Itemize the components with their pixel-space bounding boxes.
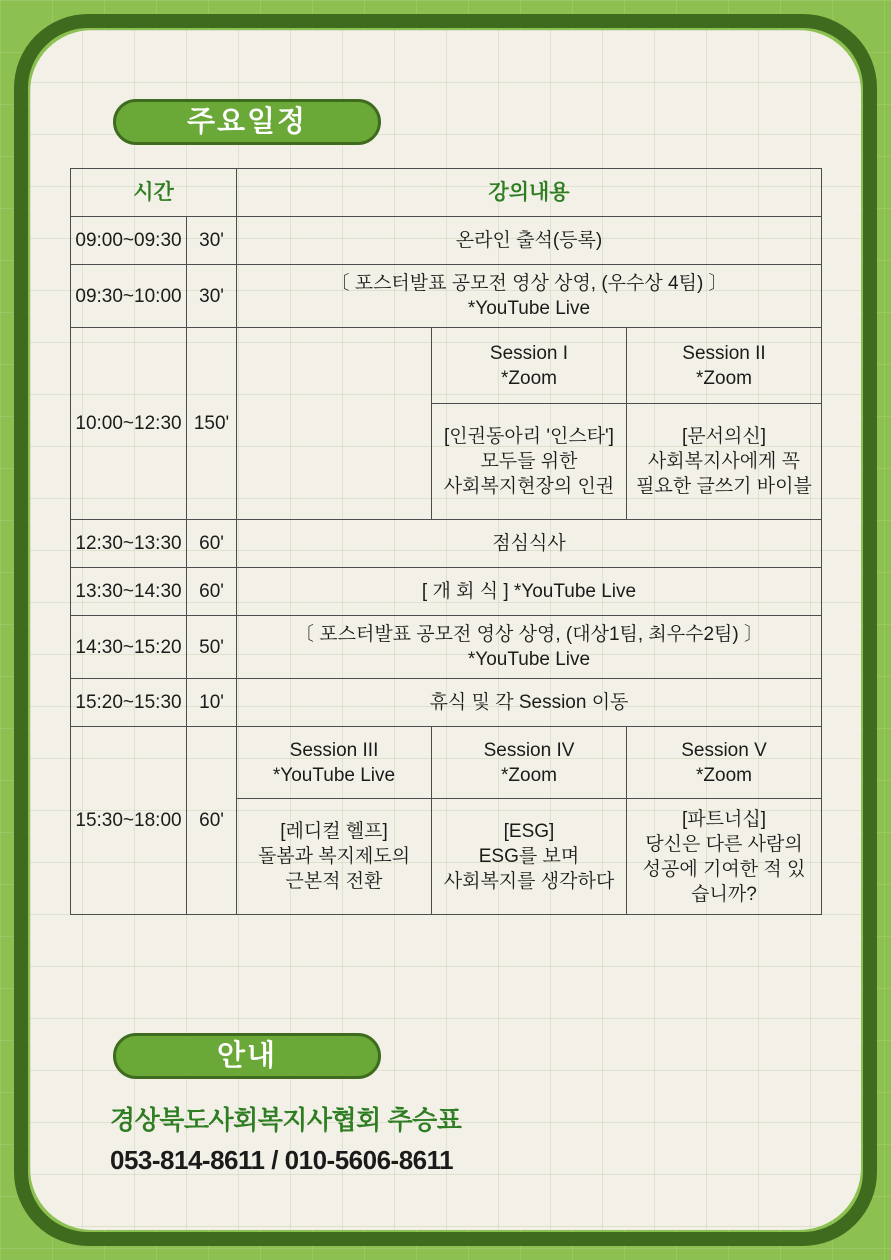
table-row	[71, 520, 822, 568]
row-content	[237, 616, 822, 679]
row-duration: 60'	[187, 520, 237, 568]
row-content: 온라인 출석(등록)	[237, 217, 822, 265]
row-time: 15:30~18:00	[71, 727, 187, 915]
table-header-content: 강의내용	[237, 169, 822, 217]
session-desc-line3: 습니까?	[691, 883, 757, 905]
row-time: 10:00~12:30	[71, 328, 187, 520]
table-row	[71, 217, 822, 265]
session-detail	[626, 404, 821, 520]
session-desc-line1: ESG를 보며	[478, 846, 580, 868]
row-time: 12:30~13:30	[71, 520, 187, 568]
session-title: [레디컬 헬프]	[280, 821, 388, 843]
row-time: 14:30~15:20	[71, 616, 187, 679]
session-title: [ESG]	[503, 821, 555, 843]
row-content	[237, 265, 822, 328]
session-detail	[432, 404, 627, 520]
row-content: [ 개 회 식 ] *YouTube Live	[237, 568, 822, 616]
session-header	[237, 727, 432, 799]
session-name: Session V	[681, 739, 767, 761]
session-detail	[237, 799, 432, 915]
session-desc-line2: 성공에 기여한 적 있	[642, 858, 806, 880]
session-platform: *Zoom	[696, 367, 752, 389]
session-desc-line1: 돌봄과 복지제도의	[257, 846, 411, 868]
session-title: [인권동아리 '인스타']	[444, 426, 614, 448]
section-heading-info: 안내	[113, 1033, 381, 1079]
session-header	[626, 727, 821, 799]
session-name: Session III	[289, 739, 379, 761]
section-heading-schedule: 주요일정	[113, 99, 381, 145]
contact-phone: 053-814-8611 / 010-5606-8611	[110, 1145, 454, 1175]
session-desc-line2: 필요한 글쓰기 바이블	[636, 476, 812, 498]
schedule-table	[70, 168, 822, 915]
row-duration: 30'	[187, 217, 237, 265]
session-platform: *YouTube Live	[272, 764, 396, 786]
session-desc-line1: 모두들 위한	[480, 451, 578, 473]
row-duration: 60'	[187, 727, 237, 915]
row-duration: 50'	[187, 616, 237, 679]
session-desc-line2: 사회복지현장의 인권	[443, 476, 615, 498]
session-header	[626, 328, 821, 404]
table-row	[71, 265, 822, 328]
row-content-line2: *YouTube Live	[467, 298, 591, 320]
table-header-time: 시간	[71, 169, 237, 217]
contact-name: 경상북도사회복지사협회 추승표	[110, 1105, 462, 1135]
row-content-line2: *YouTube Live	[467, 649, 591, 671]
session-header	[432, 328, 627, 404]
table-row	[71, 727, 822, 799]
row-duration: 60'	[187, 568, 237, 616]
session-desc-line1: 당신은 다른 사람의	[645, 833, 803, 855]
table-header-row	[71, 169, 822, 217]
session-title: [문서의신]	[682, 426, 766, 448]
table-row	[71, 328, 822, 404]
row-duration: 10'	[187, 679, 237, 727]
row-duration: 30'	[187, 265, 237, 328]
session-desc-line2: 사회복지를 생각하다	[443, 871, 615, 893]
row-content-line1: 〔 포스터발표 공모전 영상 상영, (대상1팀, 최우수2팀) 〕	[294, 624, 764, 646]
session-desc-line1: 사회복지사에게 꼭	[647, 451, 801, 473]
session-name: Session II	[682, 342, 766, 364]
session-name: Session I	[489, 342, 569, 364]
session-title: [파트너십]	[682, 808, 766, 830]
session-desc-line2: 근본적 전환	[285, 871, 383, 893]
row-content: 휴식 및 각 Session 이동	[237, 679, 822, 727]
table-row	[71, 679, 822, 727]
row-content-line1: 〔 포스터발표 공모전 영상 상영, (우수상 4팀) 〕	[330, 273, 728, 294]
session-detail	[432, 799, 627, 915]
table-row	[71, 568, 822, 616]
session-platform: *Zoom	[501, 764, 557, 786]
row-time: 09:30~10:00	[71, 265, 187, 328]
session-name: Session IV	[483, 739, 575, 761]
session-platform: *Zoom	[696, 764, 752, 786]
session-detail	[626, 799, 821, 915]
session-header	[432, 727, 627, 799]
row-content: 점심식사	[237, 520, 822, 568]
row-time: 15:20~15:30	[71, 679, 187, 727]
row-time: 13:30~14:30	[71, 568, 187, 616]
row-duration: 150'	[187, 328, 237, 520]
session-slot-empty	[237, 328, 432, 520]
table-row	[71, 616, 822, 679]
row-time: 09:00~09:30	[71, 217, 187, 265]
session-platform: *Zoom	[501, 367, 557, 389]
